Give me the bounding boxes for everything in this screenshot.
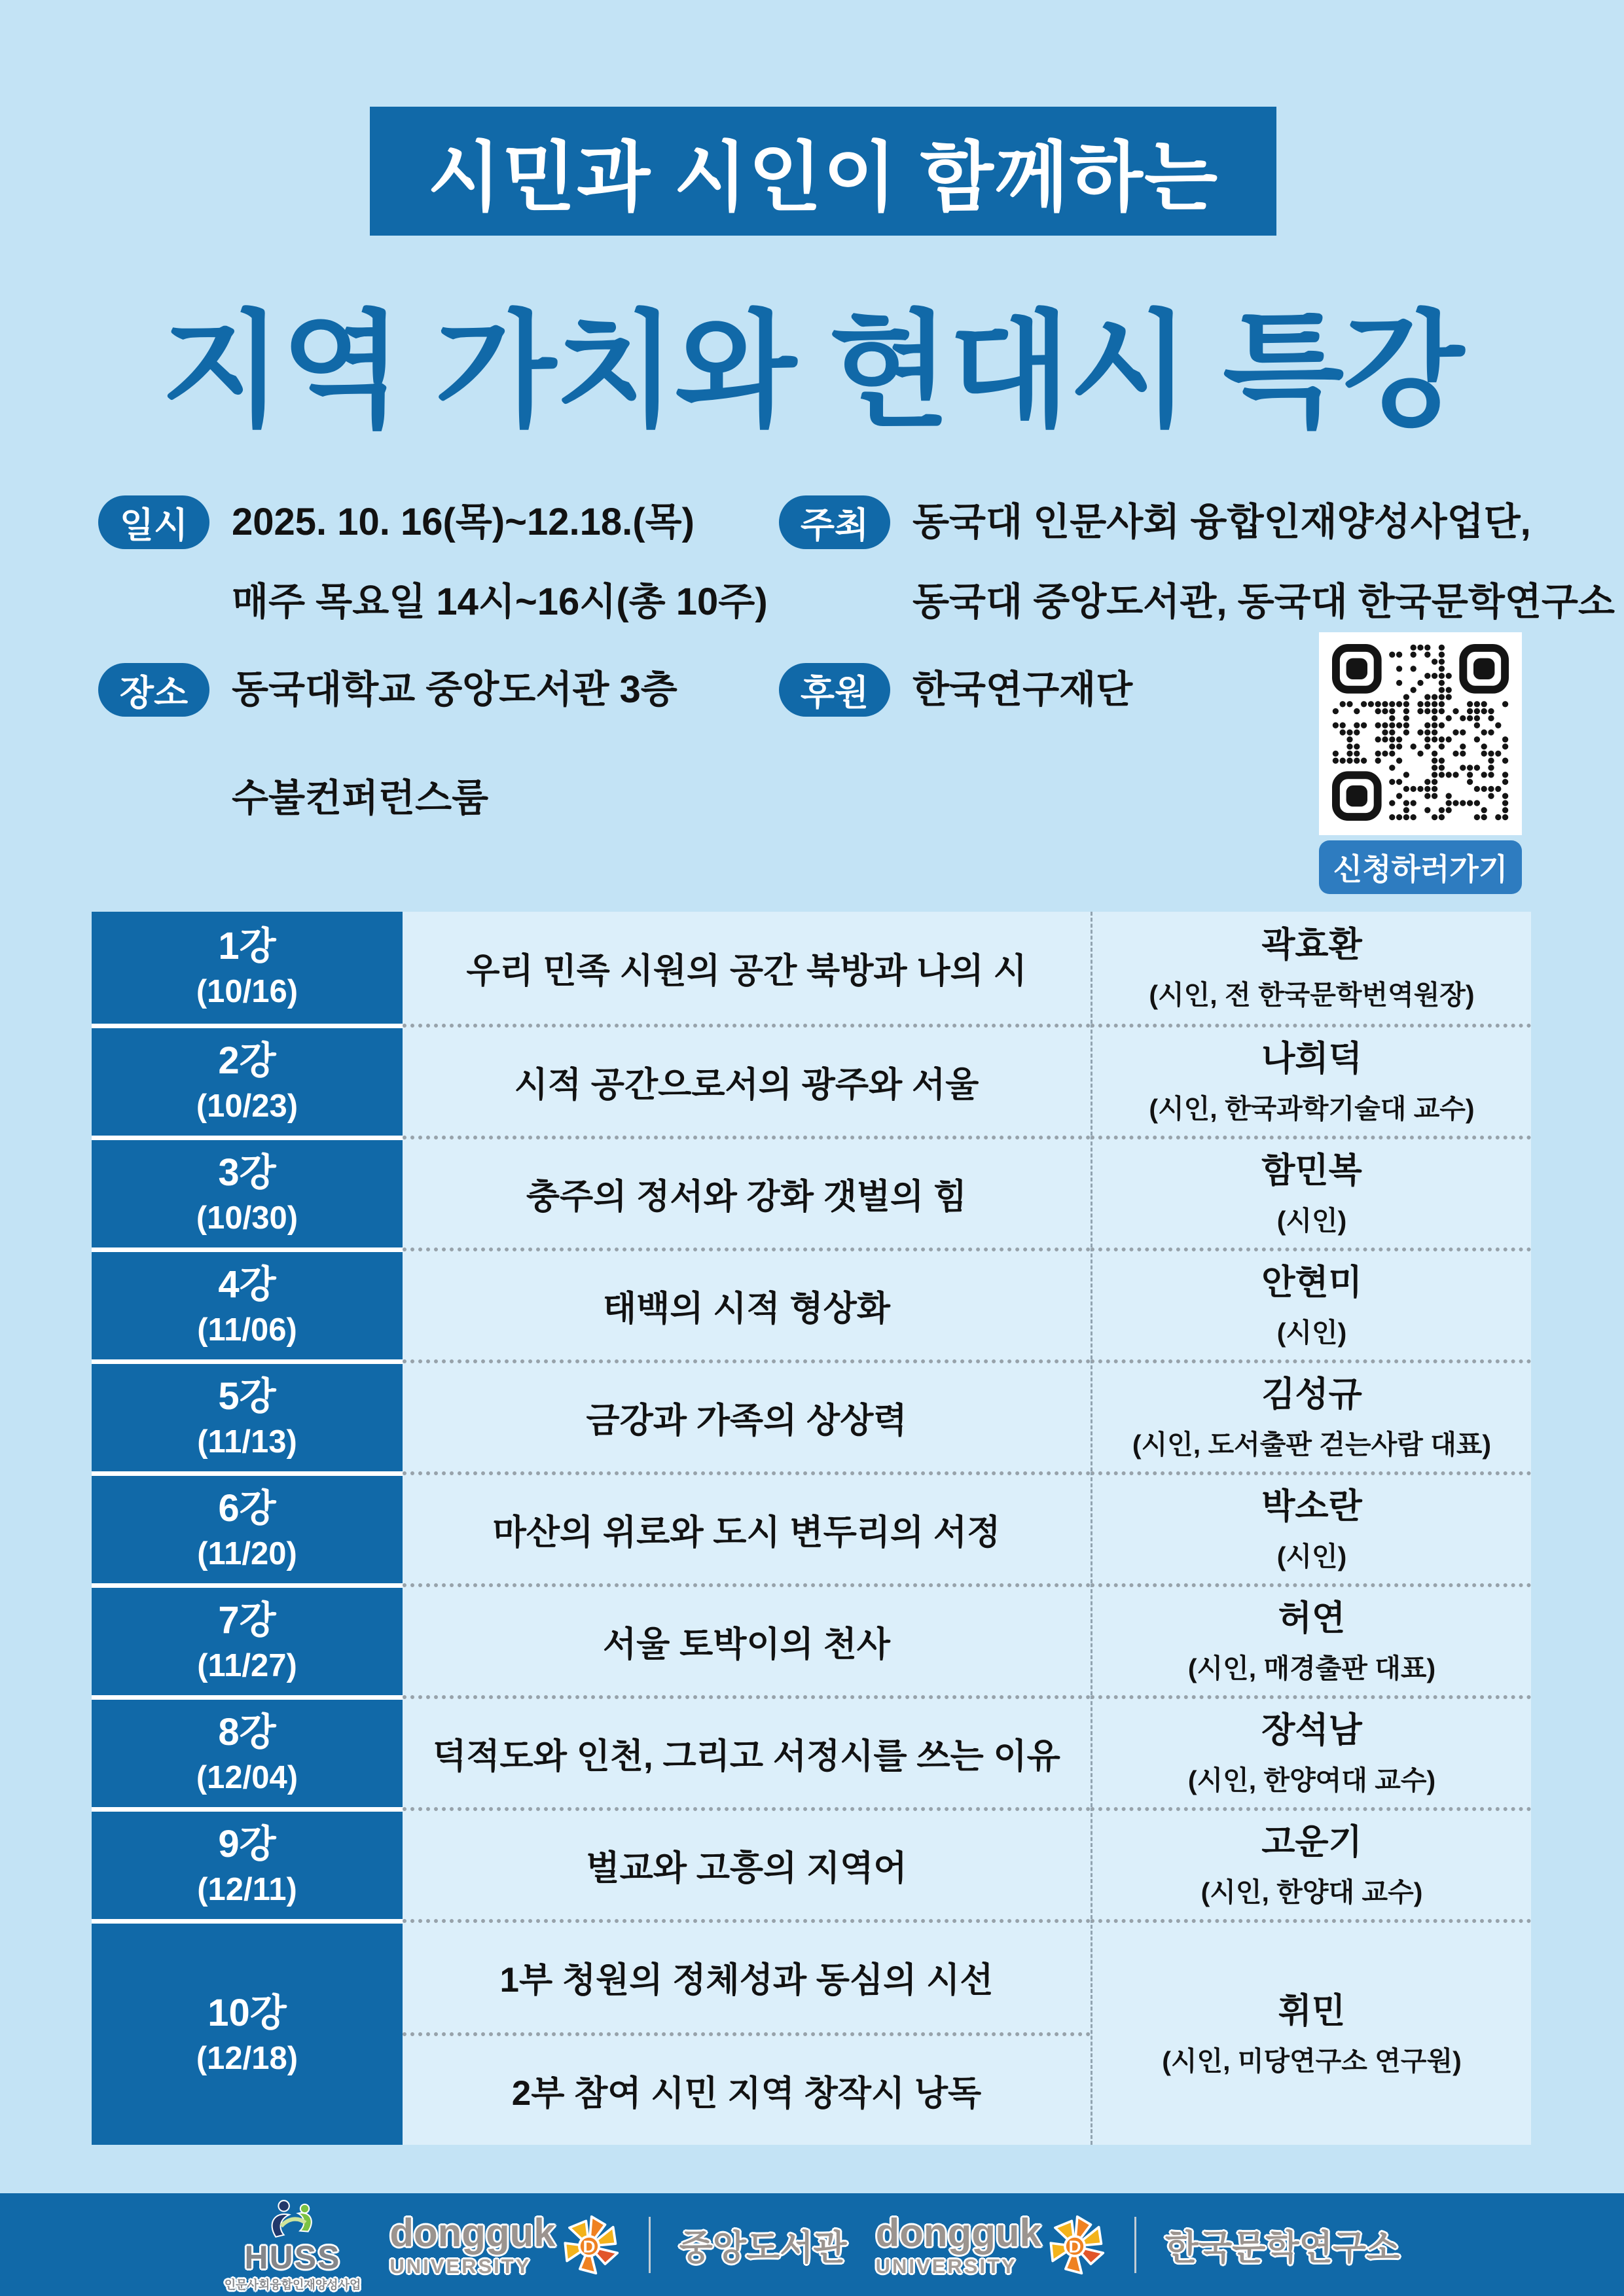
session-cell — [92, 1583, 403, 1695]
page-title: 지역 가치와 현대시 특강 — [161, 300, 1463, 441]
speaker-affiliation: (시인, 한국과학기술대 교수) — [1149, 1093, 1475, 1124]
table-row — [92, 1359, 1531, 1471]
topic-cell-part2: 2부 참여 시민 지역 창작시 낭독 — [403, 2032, 1091, 2145]
speaker-cell — [1091, 1024, 1531, 1136]
speaker-cell — [1091, 912, 1531, 1024]
session-date: (11/27) — [197, 1647, 297, 1683]
session-date: (11/13) — [197, 1424, 297, 1460]
datetime-line2: 매주 목요일 14시~16시(총 10주) — [232, 581, 768, 623]
speaker-name: 고운기 — [1261, 1822, 1362, 1861]
session-number: 3강 — [218, 1151, 276, 1194]
session-cell — [92, 1024, 403, 1136]
table-row — [92, 912, 1531, 1024]
topic-cell: 태백의 시적 형상화 — [403, 1247, 1091, 1359]
session-number: 5강 — [218, 1374, 276, 1418]
info-host — [779, 495, 1615, 629]
huss-logo — [225, 2199, 361, 2291]
speaker-affiliation: (시인, 도서출판 걷는사람 대표) — [1132, 1429, 1492, 1460]
banner-text: 시민과 시인이 함께하는 — [427, 135, 1219, 220]
speaker-name: 나희덕 — [1261, 1039, 1362, 1078]
session-cell — [92, 912, 403, 1024]
datetime-line1: 2025. 10. 16(목)~12.18.(목) — [232, 501, 695, 543]
place-line2: 수불컨퍼런스룸 — [232, 777, 489, 819]
session-cell — [92, 1807, 403, 1919]
speaker-cell — [1091, 1583, 1531, 1695]
apply-button[interactable]: 신청하러가기 — [1319, 840, 1522, 894]
speaker-affiliation: (시인) — [1276, 1317, 1347, 1348]
svg-text:D: D — [583, 2236, 596, 2256]
speaker-name: 장석남 — [1261, 1710, 1362, 1749]
speaker-affiliation: (시인, 전 한국문학번역원장) — [1149, 979, 1475, 1010]
session-number: 10강 — [208, 1991, 287, 2034]
university-wordmark: UNIVERSITY — [389, 2254, 532, 2278]
datetime-badge: 일시 — [98, 495, 209, 549]
speaker-name: 허연 — [1278, 1598, 1346, 1638]
session-number: 2강 — [218, 1039, 276, 1082]
topic-stack — [403, 1919, 1091, 2145]
session-number: 1강 — [218, 925, 276, 967]
session-cell — [92, 1695, 403, 1807]
speaker-name: 김성규 — [1261, 1374, 1362, 1414]
dongguk-flower-icon — [558, 2214, 620, 2276]
session-cell — [92, 1359, 403, 1471]
speaker-affiliation: (시인, 미당연구소 연구원) — [1162, 2045, 1462, 2076]
session-cell — [92, 1471, 403, 1583]
huss-name: HUSS — [244, 2238, 341, 2276]
session-date: (12/18) — [196, 2040, 298, 2076]
session-date: (10/30) — [196, 1200, 298, 1236]
table-row — [92, 1807, 1531, 1919]
footer-unit-library: 중앙도서관 — [679, 2228, 847, 2267]
topic-cell: 시적 공간으로서의 광주와 서울 — [403, 1024, 1091, 1136]
qr-box — [1319, 632, 1522, 835]
session-cell — [92, 1919, 403, 2145]
speaker-cell — [1091, 1136, 1531, 1247]
session-date: (12/04) — [196, 1759, 298, 1795]
topic-cell: 덕적도와 인천, 그리고 서정시를 쓰는 이유 — [403, 1695, 1091, 1807]
dongguk-logo-library — [389, 2210, 619, 2278]
table-row — [92, 1919, 1531, 2145]
host-line2: 동국대 중앙도서관, 동국대 한국문학연구소 — [912, 581, 1615, 623]
huss-subtitle: 인문사회융합인재양성사업 — [224, 2278, 361, 2291]
huss-swirl-icon — [269, 2199, 316, 2240]
svg-text:D: D — [1068, 2236, 1081, 2256]
speaker-cell — [1091, 1695, 1531, 1807]
table-row — [92, 1024, 1531, 1136]
topic-cell-part1: 1부 청원의 정체성과 동심의 시선 — [403, 1919, 1091, 2032]
university-wordmark: UNIVERSITY — [875, 2254, 1017, 2278]
session-cell — [92, 1136, 403, 1247]
dongguk-flower-icon — [1044, 2214, 1106, 2276]
table-row — [92, 1471, 1531, 1583]
topic-cell: 금강과 가족의 상상력 — [403, 1359, 1091, 1471]
session-number: 8강 — [218, 1710, 276, 1753]
speaker-cell — [1091, 1471, 1531, 1583]
session-number: 7강 — [218, 1598, 276, 1641]
sponsor-line1: 한국연구재단 — [912, 668, 1133, 711]
info-place — [98, 663, 677, 825]
session-date: (11/20) — [197, 1535, 297, 1571]
speaker-name: 휘민 — [1278, 1991, 1346, 2030]
speaker-cell — [1091, 1807, 1531, 1919]
speaker-name: 박소란 — [1261, 1486, 1362, 1526]
speaker-affiliation: (시인, 매경출판 대표) — [1187, 1653, 1436, 1683]
session-date: (10/23) — [196, 1088, 298, 1124]
host-line1: 동국대 인문사회 융합인재양성사업단, — [912, 501, 1531, 543]
speaker-name: 안현미 — [1261, 1263, 1362, 1302]
session-cell — [92, 1247, 403, 1359]
topic-cell: 서울 토박이의 천사 — [403, 1583, 1091, 1695]
speaker-affiliation: (시인) — [1276, 1541, 1347, 1571]
info-datetime — [98, 495, 768, 629]
info-sponsor — [779, 663, 1132, 717]
session-date: (10/16) — [196, 974, 298, 1009]
host-badge: 주최 — [779, 495, 890, 549]
session-number: 9강 — [218, 1822, 276, 1865]
topic-cell: 마산의 위로와 도시 변두리의 서정 — [403, 1471, 1091, 1583]
footer-divider — [1134, 2217, 1136, 2273]
speaker-cell — [1091, 1247, 1531, 1359]
speaker-affiliation: (시인, 한양대 교수) — [1200, 1876, 1423, 1907]
footer-divider — [649, 2217, 651, 2273]
speaker-affiliation: (시인, 한양여대 교수) — [1187, 1765, 1436, 1795]
speaker-affiliation: (시인) — [1276, 1205, 1347, 1236]
speaker-name: 함민복 — [1261, 1151, 1362, 1190]
topic-cell: 벌교와 고흥의 지역어 — [403, 1807, 1091, 1919]
table-row — [92, 1695, 1531, 1807]
footer-unit-institute: 한국문학연구소 — [1164, 2228, 1400, 2267]
speaker-name: 곽효환 — [1261, 925, 1362, 964]
speaker-cell — [1091, 1919, 1531, 2145]
top-banner — [370, 107, 1276, 236]
table-row — [92, 1247, 1531, 1359]
session-number: 6강 — [218, 1486, 276, 1530]
dongguk-wordmark: dongguk — [389, 2210, 556, 2255]
qr-code — [1332, 644, 1509, 824]
topic-cell: 우리 민족 시원의 공간 북방과 나의 시 — [403, 912, 1091, 1024]
session-number: 4강 — [218, 1263, 276, 1306]
dongguk-logo-institute — [875, 2210, 1106, 2278]
topic-cell: 충주의 정서와 강화 갯벌의 힘 — [403, 1136, 1091, 1247]
schedule-table — [92, 912, 1531, 2145]
footer — [0, 2193, 1624, 2296]
place-badge: 장소 — [98, 663, 209, 717]
table-row — [92, 1136, 1531, 1247]
session-date: (12/11) — [197, 1871, 297, 1907]
sponsor-badge: 후원 — [779, 663, 890, 717]
speaker-cell — [1091, 1359, 1531, 1471]
place-line1: 동국대학교 중앙도서관 3층 — [232, 668, 677, 711]
table-row — [92, 1583, 1531, 1695]
session-date: (11/06) — [197, 1312, 297, 1348]
dongguk-wordmark: dongguk — [875, 2210, 1041, 2255]
